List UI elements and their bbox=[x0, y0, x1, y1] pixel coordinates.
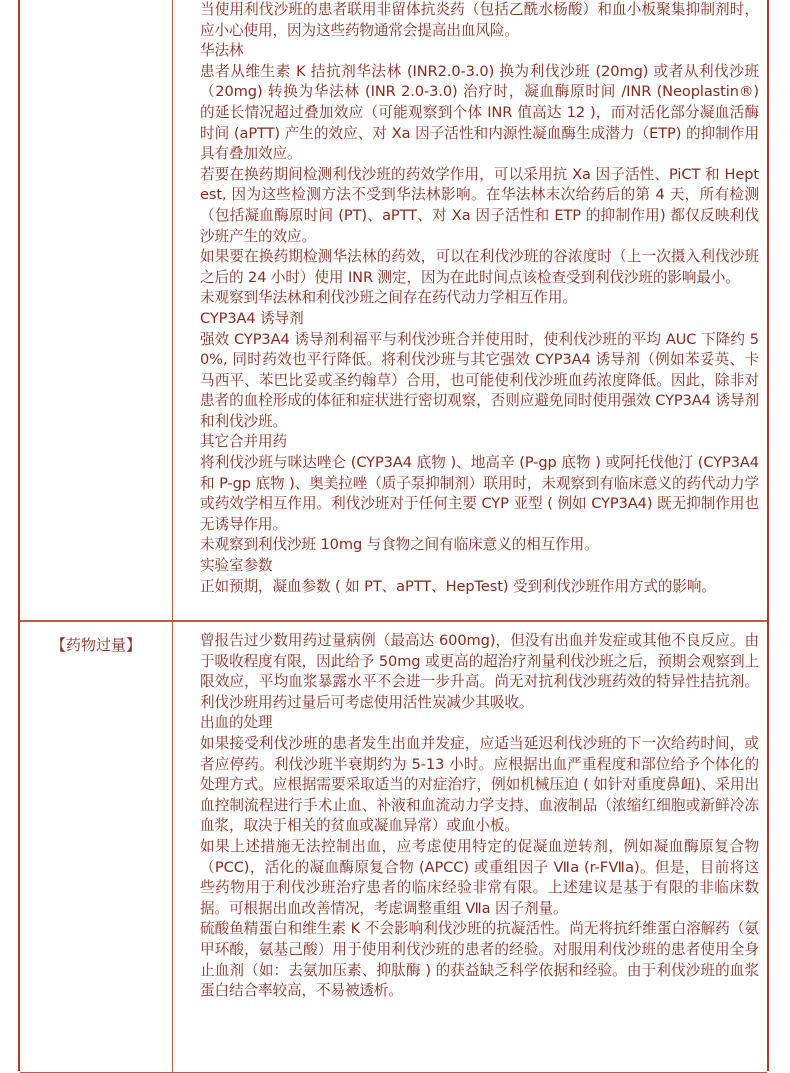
drug-interactions-row bbox=[20, 0, 767, 620]
warfarin-pd-test-paragraph: 若要在换药期间检测利伐沙班的药效学作用，可以采用抗 Xa 因子活性、PiCT 和 Heptest, 因为这些检测方法不受到华法林影响。在华法林末次给药后的第 4 天，所有检测（包括凝血酶原时间 (PT)、aPTT、对 Xa 因子活性和 ETP 的抑制作用) 都仅反映利伐沙班产生的效应。 bbox=[200, 165, 759, 245]
document-table bbox=[18, 0, 769, 1071]
overdose-row bbox=[20, 620, 767, 1073]
protamine-vitamin-k-paragraph: 硫酸鱼精蛋白和维生素 K 不会影响利伐沙班的抗凝活性。尚无将抗纤维蛋白溶解药（氨甲环酸，氨基己酸）用于使用利伐沙班的患者的经验。对服用利伐沙班的患者使用全身止血剂（如：去氨加压素、抑肽酶 ) 的获益缺乏科学依据和经验。由于利伐沙班的血浆蛋白结合率较高，不易被透析。 bbox=[200, 920, 759, 1000]
overdose-section-label: 【药物过量】 bbox=[50, 636, 141, 654]
bleeding-management-paragraph: 如果接受利伐沙班的患者发生出血并发症，应适当延迟利伐沙班的下一次给药时间，或者应停药。利伐沙班半衰期约为 5-13 小时。应根据出血严重程度和部位给予个体化的处理方式。应根据需要采取适当的对症治疗，例如机械压迫 ( 如针对重度鼻衄)、采用出血控制流程进行手术止血、补液和血流动力学支持、血液制品（浓缩红细胞或新鲜冷冻血浆，取决于相关的贫血或凝血异常）或血小板。 bbox=[200, 734, 759, 835]
lab-parameters-heading: 实验室参数 bbox=[200, 557, 273, 575]
cyp3a4-inducer-paragraph: 强效 CYP3A4 诱导剂利福平与利伐沙班合并使用时，使利伐沙班的平均 AUC 下降约 50%, 同时药效也平行降低。将利伐沙班与其它强效 CYP3A4 诱导剂（例如苯妥英、卡马西平、苯巴比妥或圣约翰草）合用，也可能使利伐沙班血药浓度降低。因此，除非对患者的血栓形成的体征和症状进行密切观察，否则应避免同时使用强效 CYP3A4 诱导剂和利伐沙班。 bbox=[200, 330, 759, 430]
warfarin-switch-paragraph: 患者从维生素 K 拮抗剂华法林 (INR2.0-3.0) 换为利伐沙班 (20mg) 或者从利伐沙班 （20mg) 转换为华法林 (INR 2.0-3.0) 治疗时，凝血酶原时间 /INR (Neoplastin®) 的延长情况超过叠加效应（可能观察到个体 INR 值高达 12 )，而对活化部分凝血活酶时间 (aPTT) 产生的效应、对 Xa 因子活性和内源性凝血酶生成潜力（ETP) 的抑制作用具有叠加效应。 bbox=[200, 62, 759, 163]
drug-interactions-content-cell bbox=[173, 0, 767, 620]
other-comedication-heading: 其它合并用药 bbox=[200, 433, 287, 451]
drug-interactions-label-cell bbox=[20, 0, 173, 620]
warfarin-inr-paragraph: 如果要在换药期检测华法林的药效，可以在利伐沙班的谷浓度时（上一次摄入利伐沙班之后的 24 小时）使用 INR 测定，因为在此时间点该检查受到利伐沙班的影响最小。 bbox=[200, 248, 759, 286]
overdose-paragraph: 曾报告过少数用药过量病例（最高达 600mg)，但没有出血并发症或其他不良反应。由于吸收程度有限，因此给予 50mg 或更高的超治疗剂量利伐沙班之后，预期会观察到上限效应，平均血浆暴露水平不会进一步升高。尚无对抗利伐沙班药效的特异性拮抗剂。利伐沙班用药过量后可考虑使用活性炭减少其吸收。 bbox=[200, 632, 759, 711]
overdose-content-cell bbox=[173, 622, 767, 1073]
reversal-agents-paragraph: 如果上述措施无法控制出血，应考虑使用特定的促凝血逆转剂，例如凝血酶原复合物（PCC)，活化的凝血酶原复合物 (APCC) 或重组因子 Ⅶa (r-FⅦa)。但是，目前将这些药物用于利伐沙班治疗患者的临床经验非常有限。上述建议是基于有限的非临床数据。可根据出血改善情况，考虑调整重组 Ⅶa 因子剂量。 bbox=[200, 837, 759, 917]
bleeding-management-heading: 出血的处理 bbox=[200, 714, 273, 732]
other-comedication-paragraph: 将利伐沙班与咪达唑仑 (CYP3A4 底物 )、地高辛 (P-gp 底物 ) 或阿托伐他汀 (CYP3A4 和 P-gp 底物 )、奥美拉唑（质子泵抑制剂）联用时，未观察到有临床意义的药代动力学或药效学相互作用。利伐沙班对于任何主要 CYP 亚型 ( 例如 CYP3A4) 既无抑制作用也无诱导作用。 bbox=[200, 454, 759, 533]
warfarin-heading: 华法林 bbox=[200, 42, 244, 60]
nsaid-caution-paragraph: 当使用利伐沙班的患者联用非留体抗炎药（包括乙酰水杨酸）和血小板聚集抑制剂时，应小心使用，因为这些药物通常会提高出血风险。 bbox=[200, 1, 759, 39]
lab-parameters-paragraph: 正如预期，凝血参数 ( 如 PT、aPTT、HepTest) 受到利伐沙班作用方式的影响。 bbox=[200, 577, 716, 595]
overdose-content bbox=[200, 631, 759, 1002]
overdose-label-cell bbox=[20, 622, 173, 1073]
food-interaction-paragraph: 未观察到利伐沙班 10mg 与食物之间有临床意义的相互作用。 bbox=[200, 536, 599, 554]
cyp3a4-inducer-heading: CYP3A4 诱导剂 bbox=[200, 309, 304, 327]
warfarin-pk-paragraph: 未观察到华法林和利伐沙班之间存在药代动力学相互作用。 bbox=[200, 289, 577, 307]
drug-interactions-content bbox=[200, 0, 759, 597]
